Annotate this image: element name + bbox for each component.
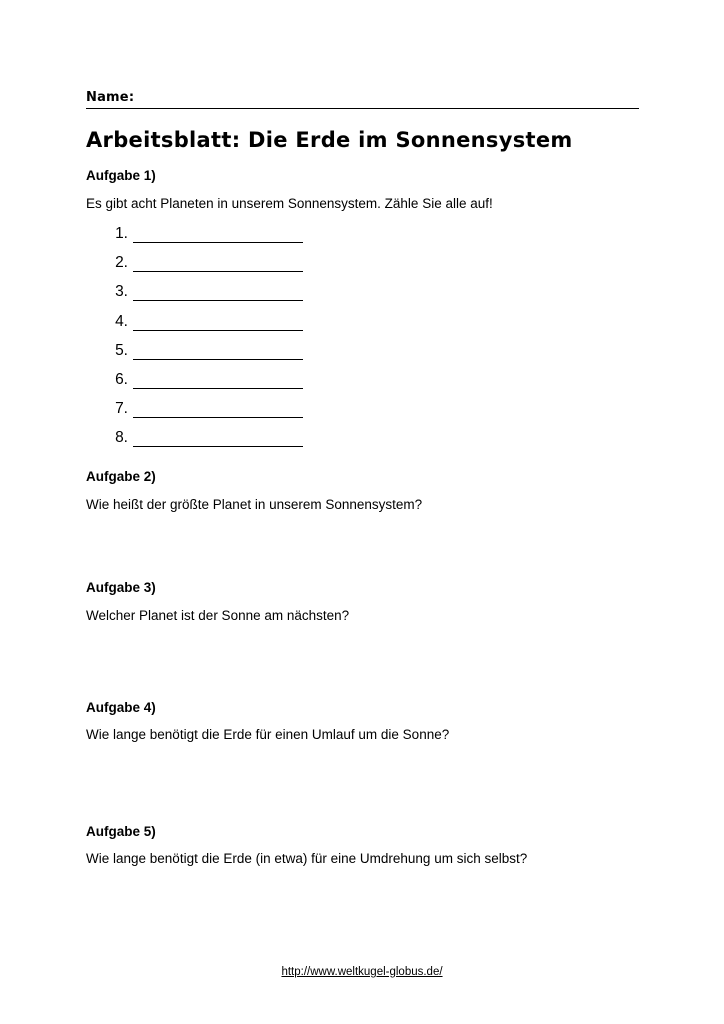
answer-number: 4. — [115, 312, 128, 330]
answer-number: 8. — [115, 429, 128, 447]
answer-blank-line — [133, 359, 303, 360]
answer-blank-line — [133, 242, 303, 243]
answer-line-item — [104, 225, 304, 254]
task-3-question: Welcher Planet ist der Sonne am nächsten? — [86, 608, 350, 623]
name-field — [86, 88, 639, 109]
task-5-heading: Aufgabe 5) — [86, 824, 156, 839]
task-2-heading: Aufgabe 2) — [86, 469, 156, 484]
answer-blank-line — [133, 271, 303, 272]
answer-line-item — [104, 313, 304, 342]
answer-blank-line — [133, 300, 303, 301]
answer-blank-line — [133, 330, 303, 331]
answer-number: 7. — [115, 400, 128, 418]
answer-blank-line — [133, 446, 303, 447]
task-4-question: Wie lange benötigt die Erde für einen Umlauf um die Sonne? — [86, 727, 450, 742]
answer-number: 5. — [115, 341, 128, 359]
task-4-heading: Aufgabe 4) — [86, 700, 156, 715]
answer-number: 6. — [115, 370, 128, 388]
task-1-question: Es gibt acht Planeten in unserem Sonnensystem. Zähle Sie alle auf! — [86, 196, 493, 211]
page-title: Arbeitsblatt: Die Erde im Sonnensystem — [86, 128, 573, 152]
answer-blank-line — [133, 388, 303, 389]
planet-answer-list — [104, 225, 304, 459]
task-2-question: Wie heißt der größte Planet in unserem Sonnensystem? — [86, 497, 423, 512]
answer-number: 1. — [115, 225, 128, 242]
task-1-heading: Aufgabe 1) — [86, 168, 156, 183]
answer-number: 2. — [115, 254, 128, 272]
answer-number: 3. — [115, 283, 128, 301]
task-3-heading: Aufgabe 3) — [86, 580, 156, 595]
answer-line-item — [104, 342, 304, 371]
answer-blank-line — [133, 417, 303, 418]
answer-line-item — [104, 283, 304, 312]
answer-line-item — [104, 371, 304, 400]
answer-line-item — [104, 400, 304, 429]
footer-link[interactable]: http://www.weltkugel-globus.de/ — [281, 966, 443, 978]
task-5-question: Wie lange benötigt die Erde (in etwa) für eine Umdrehung um sich selbst? — [86, 851, 528, 866]
answer-line-item — [104, 429, 304, 458]
answer-line-item — [104, 254, 304, 283]
name-label: Name: — [86, 90, 135, 105]
